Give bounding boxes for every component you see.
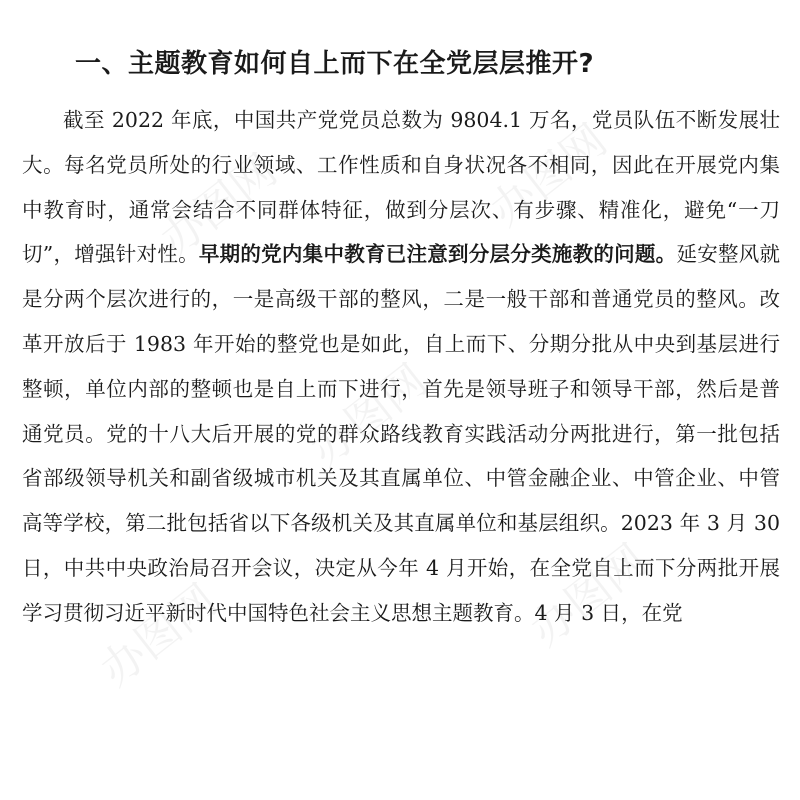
- section-heading: 一、主题教育如何自上而下在全党层层推开?: [75, 49, 595, 79]
- watermark: 办图网: [301, 354, 437, 477]
- body-paragraph: [22, 98, 780, 636]
- emphasized-text: 早期的党内集中教育已注意到分层分类施教的问题。: [198, 242, 677, 267]
- paragraph-text: 延安整风就是分两个层次进行的，一是高级干部的整风，二是一般干部和普通党员的整风。改革开放后于 1983 年开始的整党也是如此，自上而下、分期分批从中央到基层进行整顿，单位内部的整顿也是自上而下进行，首先是领导班子和领导干部，然后是普通党员。党的十八大后开展的党的群众路线教育实践活动分两批进行，第一批包括省部级领导机关和副省级城市机关及其直属单位、中管金融企业、中管企业、中管高等学校，第二批包括省以下各级机关及其直属单位和基层组织。2023 年 3 月 30 日，中共中央政治局召开会议，决定从今年 4 月开始，在全党自上而下分两批开展学习贯彻习近平新时代中国特色社会主义思想主题教育。4 月 3 日，在党: [22, 242, 780, 625]
- watermark: 办图网: [91, 574, 227, 697]
- watermark: 办图网: [151, 144, 287, 267]
- paragraph-text: 截至 2022 年底，中国共产党党员总数为 9804.1 万名，党员队伍不断发展壮大。每名党员所处的行业领域、工作性质和自身状况各不相同，因此在开展党内集中教育时，通常会结合不同群体特征，做到分层次、有步骤、精准化，避免“一刀切”，增强针对性。: [22, 108, 780, 267]
- watermark: 办图网: [521, 534, 657, 657]
- watermark: 办图网: [481, 114, 617, 237]
